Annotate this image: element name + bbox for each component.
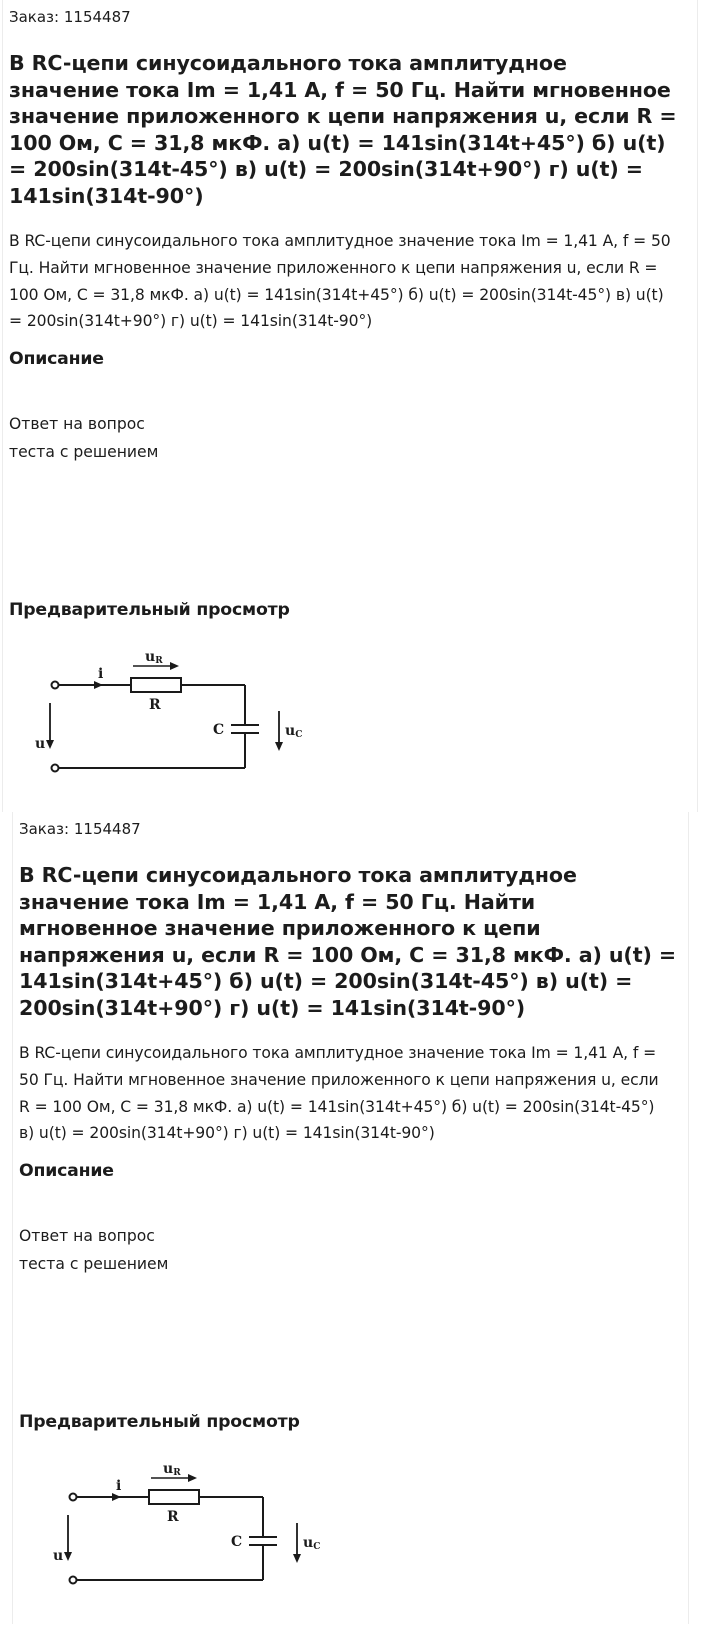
current-arrow-head xyxy=(112,1493,121,1501)
label-resistor-voltage: uR xyxy=(163,1461,181,1478)
current-arrow-head xyxy=(94,681,103,689)
resistor-body xyxy=(131,678,181,692)
terminal-bottom xyxy=(52,765,59,772)
answer-line: Ответ на вопрос xyxy=(19,1227,155,1245)
answer-text xyxy=(19,1222,319,1278)
label-current: i xyxy=(98,666,104,682)
preview-heading: Предварительный просмотр xyxy=(9,600,290,620)
label-resistor: R xyxy=(149,697,161,713)
label-capacitor: C xyxy=(231,1534,243,1550)
label-current: i xyxy=(116,1478,122,1494)
resistor-voltage-arrow-head xyxy=(170,662,179,670)
rc-circuit-diagram xyxy=(41,1457,341,1595)
answer-line: теста с решением xyxy=(19,1255,169,1273)
card-border-right xyxy=(697,0,698,812)
resistor-body xyxy=(149,1490,199,1504)
description-heading: Описание xyxy=(19,1161,114,1181)
order-number: Заказ: 1154487 xyxy=(19,820,141,838)
label-capacitor-voltage: uC xyxy=(285,723,303,740)
label-source-voltage: u xyxy=(35,736,46,752)
question-text: В RC-цепи синусоидального тока амплитудное значение тока Im = 1,41 А, f = 50 Гц. Найти мгновенное значение приложенного к цепи напряжения u, если R = 100 Ом, С = 31,8 мкФ. а) u(t) = 141sin(314t+45°) б) u(t) = 200sin(314t-45°) в) u(t) = 200sin(314t+90°) г) u(t) = 141sin(314t-90°) xyxy=(9,232,671,331)
answer-line: теста с решением xyxy=(9,443,159,461)
terminal-top xyxy=(70,1494,77,1501)
label-capacitor: C xyxy=(213,722,225,738)
answer-line: Ответ на вопрос xyxy=(9,415,145,433)
terminal-top xyxy=(52,682,59,689)
label-source-voltage: u xyxy=(53,1548,64,1564)
source-voltage-arrow-head xyxy=(46,740,54,749)
terminal-bottom xyxy=(70,1577,77,1584)
preview-heading: Предварительный просмотр xyxy=(19,1412,300,1432)
order-card-1 xyxy=(0,0,701,812)
label-resistor: R xyxy=(167,1509,179,1525)
card-border-right xyxy=(688,812,689,1624)
order-number: Заказ: 1154487 xyxy=(9,8,131,26)
resistor-voltage-arrow-head xyxy=(188,1474,197,1482)
rc-circuit-diagram xyxy=(23,645,323,783)
question-title: В RC-цепи синусоидального тока амплитудное значение тока Im = 1,41 А, f = 50 Гц. Найти мгновенное значение приложенного к цепи напряжения u, если R = 100 Ом, С = 31,8 мкФ. а) u(t) = 141sin(314t+45°) б) u(t) = 200sin(314t-45°) в) u(t) = 200sin(314t+90°) г) u(t) = 141sin(314t-90°) xyxy=(19,863,677,1020)
answer-text xyxy=(9,410,309,466)
label-capacitor-voltage: uC xyxy=(303,1535,321,1552)
question-text: В RC-цепи синусоидального тока амплитудное значение тока Im = 1,41 А, f = 50 Гц. Найти мгновенное значение приложенного к цепи напряжения u, если R = 100 Ом, С = 31,8 мкФ. а) u(t) = 141sin(314t+45°) б) u(t) = 200sin(314t-45°) в) u(t) = 200sin(314t+90°) г) u(t) = 141sin(314t-90°) xyxy=(19,1044,659,1143)
capacitor-voltage-arrow-head xyxy=(275,742,283,751)
label-resistor-voltage: uR xyxy=(145,649,163,666)
source-voltage-arrow-head xyxy=(64,1552,72,1561)
question-title: В RC-цепи синусоидального тока амплитудное значение тока Im = 1,41 А, f = 50 Гц. Найти мгновенное значение приложенного к цепи напряжения u, если R = 100 Ом, С = 31,8 мкФ. а) u(t) = 141sin(314t+45°) б) u(t) = 200sin(314t-45°) в) u(t) = 200sin(314t+90°) г) u(t) = 141sin(314t-90°) xyxy=(9,51,677,208)
order-card-2 xyxy=(0,812,701,1624)
description-heading: Описание xyxy=(9,349,104,369)
card-border-left xyxy=(2,0,3,812)
capacitor-voltage-arrow-head xyxy=(293,1554,301,1563)
card-border-left xyxy=(12,812,13,1624)
